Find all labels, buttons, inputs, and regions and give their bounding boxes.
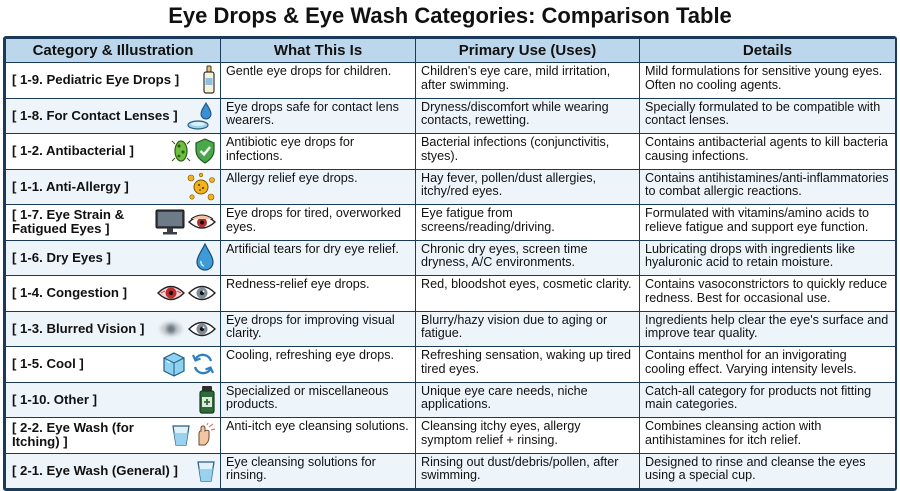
column-header-use: Primary Use (Uses): [416, 39, 640, 63]
what-cell: Eye drops for tired, overworked eyes.: [221, 205, 416, 241]
what-cell: Eye drops safe for contact lens wearers.: [221, 98, 416, 134]
what-cell: Redness-relief eye drops.: [221, 276, 416, 312]
category-label: [ 1-5. Cool ]: [12, 356, 84, 372]
monitor-icon: [155, 208, 185, 236]
table-row: [6, 276, 896, 312]
category-illustration: [194, 243, 216, 273]
category-cell: [6, 453, 221, 489]
what-cell: Specialized or miscellaneous products.: [221, 382, 416, 418]
category-cell: [6, 276, 221, 312]
use-cell: Red, bloodshot eyes, cosmetic clarity.: [416, 276, 640, 312]
category-label: [ 1-2. Antibacterial ]: [12, 143, 134, 159]
use-cell: Bacterial infections (conjunctivitis, styes).: [416, 134, 640, 170]
details-cell: Contains antibacterial agents to kill bacteria causing infections.: [640, 134, 896, 170]
category-illustration: [196, 459, 216, 483]
what-cell: Allergy relief eye drops.: [221, 169, 416, 205]
category-label: [ 1-1. Anti-Allergy ]: [12, 178, 129, 194]
what-cell: Eye drops for improving visual clarity.: [221, 311, 416, 347]
table-row: [6, 63, 896, 99]
category-label: [ 1-10. Other ]: [12, 391, 98, 407]
shield-check-icon: [194, 138, 216, 164]
details-cell: Combines cleansing action with antihistamines for itch relief.: [640, 418, 896, 454]
category-cell: [6, 205, 221, 241]
category-cell: [6, 418, 221, 454]
details-cell: Contains antihistamines/anti-inflammatories to combat allergic reactions.: [640, 169, 896, 205]
what-cell: Artificial tears for dry eye relief.: [221, 240, 416, 276]
category-illustration: [202, 65, 216, 95]
table-header-row: [6, 39, 896, 63]
medicine-bottle-icon: [198, 385, 216, 415]
category-cell: [6, 63, 221, 99]
eye-wash-cup-icon: [171, 423, 191, 447]
red-eye-icon: [157, 283, 185, 303]
category-cell: [6, 134, 221, 170]
use-cell: Blurry/hazy vision due to aging or fatigue.: [416, 311, 640, 347]
category-label: [ 1-8. For Contact Lenses ]: [12, 107, 178, 123]
table-row: [6, 382, 896, 418]
bacteria-icon: [171, 136, 191, 166]
details-cell: Lubricating drops with ingredients like hyaluronic acid to retain moisture.: [640, 240, 896, 276]
table-row: [6, 240, 896, 276]
water-drop-icon: [194, 243, 216, 273]
comparison-table: [3, 36, 897, 491]
use-cell: Dryness/discomfort while wearing contacts, rewetting.: [416, 98, 640, 134]
table-row: [6, 453, 896, 489]
table-row: [6, 347, 896, 383]
category-cell: [6, 169, 221, 205]
details-cell: Designed to rinse and cleanse the eyes using a special cup.: [640, 453, 896, 489]
table-row: [6, 418, 896, 454]
clear-eye-icon: [188, 283, 216, 303]
category-label: [ 2-2. Eye Wash (for Itching) ]: [12, 420, 134, 450]
table-row: [6, 98, 896, 134]
category-label: [ 1-9. Pediatric Eye Drops ]: [12, 72, 180, 88]
category-label: [ 1-3. Blurred Vision ]: [12, 320, 145, 336]
tired-eye-icon: [188, 212, 216, 232]
use-cell: Hay fever, pollen/dust allergies, itchy/red eyes.: [416, 169, 640, 205]
details-cell: Specially formulated to be compatible with contact lenses.: [640, 98, 896, 134]
what-cell: Cooling, refreshing eye drops.: [221, 347, 416, 383]
use-cell: Unique eye care needs, niche applications.: [416, 382, 640, 418]
details-cell: Catch-all category for products not fitting main categories.: [640, 382, 896, 418]
what-cell: Antibiotic eye drops for infections.: [221, 134, 416, 170]
column-header-what: What This Is: [221, 39, 416, 63]
category-label: [ 1-7. Eye Strain & Fatigued Eyes ]: [12, 207, 125, 237]
category-cell: [6, 311, 221, 347]
pollen-icon: [186, 172, 216, 202]
use-cell: Refreshing sensation, waking up tired tired eyes.: [416, 347, 640, 383]
clear-eye-icon: [188, 319, 216, 339]
category-illustration: [198, 385, 216, 415]
category-cell: [6, 382, 221, 418]
use-cell: Rinsing out dust/debris/pollen, after swimming.: [416, 453, 640, 489]
what-cell: Anti-itch eye cleansing solutions.: [221, 418, 416, 454]
what-cell: Eye cleansing solutions for rinsing.: [221, 453, 416, 489]
column-header-category: Category & Illustration: [6, 39, 221, 63]
category-illustration: [171, 136, 216, 166]
category-illustration: [157, 283, 216, 303]
table-row: [6, 169, 896, 205]
details-cell: Mild formulations for sensitive young eyes. Often no cooling agents.: [640, 63, 896, 99]
details-cell: Contains vasoconstrictors to quickly reduce redness. Best for occasional use.: [640, 276, 896, 312]
category-cell: [6, 240, 221, 276]
category-illustration: [161, 350, 216, 378]
category-illustration: [155, 208, 216, 236]
category-cell: [6, 347, 221, 383]
category-illustration: [157, 318, 216, 340]
use-cell: Children's eye care, mild irritation, after swimming.: [416, 63, 640, 99]
refresh-arrows-icon: [190, 351, 216, 377]
category-label: [ 1-4. Congestion ]: [12, 285, 128, 301]
contact-lens-drop-icon: [186, 101, 216, 131]
use-cell: Chronic dry eyes, screen time dryness, A/C environments.: [416, 240, 640, 276]
page-title: Eye Drops & Eye Wash Categories: Comparison Table: [168, 3, 732, 28]
category-label: [ 1-6. Dry Eyes ]: [12, 249, 111, 265]
use-cell: Cleansing itchy eyes, allergy symptom relief + rinsing.: [416, 418, 640, 454]
table-row: [6, 311, 896, 347]
category-cell: [6, 98, 221, 134]
itch-hand-icon: [194, 423, 216, 447]
details-cell: Contains menthol for an invigorating cooling effect. Varying intensity levels.: [640, 347, 896, 383]
category-illustration: [171, 423, 216, 447]
details-cell: Formulated with vitamins/amino acids to relieve fatigue and support eye function.: [640, 205, 896, 241]
table-row: [6, 134, 896, 170]
what-cell: Gentle eye drops for children.: [221, 63, 416, 99]
column-header-details: Details: [640, 39, 896, 63]
table-row: [6, 205, 896, 241]
details-cell: Ingredients help clear the eye's surface and improve tear quality.: [640, 311, 896, 347]
small-dropper-bottle-icon: [202, 65, 216, 95]
use-cell: Eye fatigue from screens/reading/driving.: [416, 205, 640, 241]
ice-cube-icon: [161, 350, 187, 378]
category-illustration: [186, 172, 216, 202]
category-label: [ 2-1. Eye Wash (General) ]: [12, 462, 178, 478]
category-illustration: [186, 101, 216, 131]
eye-wash-cup-icon: [196, 459, 216, 483]
blurred-eye-icon: [157, 318, 185, 340]
